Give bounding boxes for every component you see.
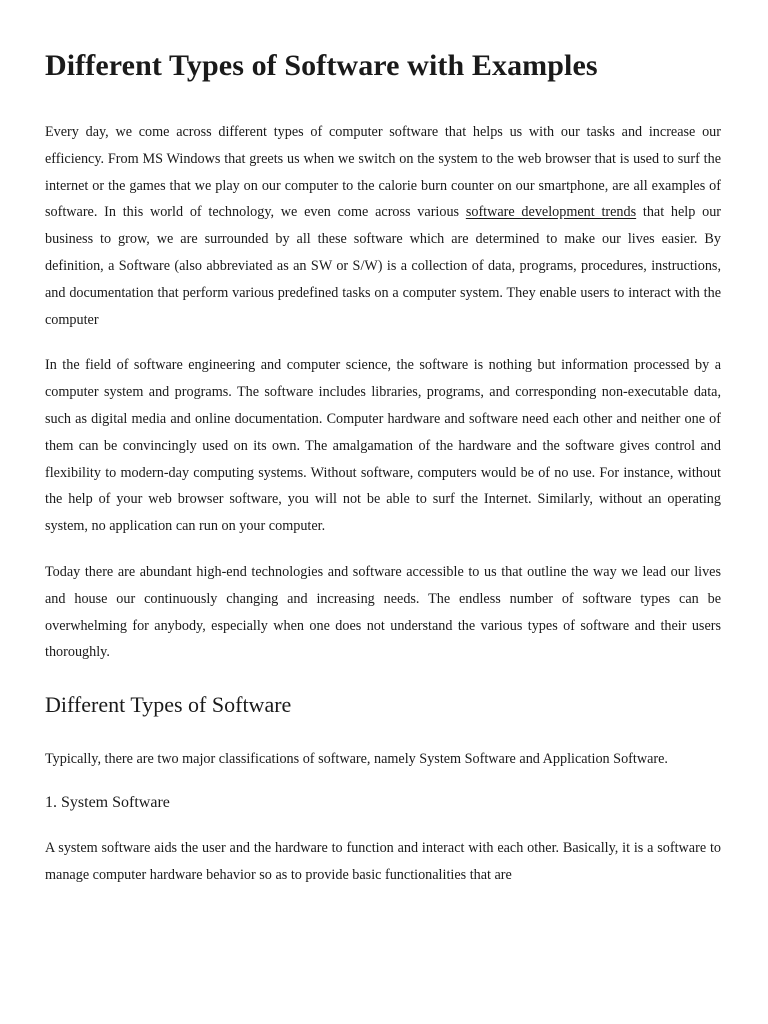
intro-text-end: that help our business to grow, we are surrounded by all these software which are determined to make our lives easier. By definition, a Software (also abbreviated as an SW or S/W) is a collection of data, programs, procedures, instructions, and documentation that perform various predefined tasks on a computer system. They enable users to interact with the computer <box>45 204 722 328</box>
classification-paragraph: Typically, there are two major classifications of software, namely System Software and Application Software. <box>45 751 668 768</box>
intro-text-start: Every day, we come across different types of computer software that helps us with our tasks and increase our efficiency. From MS Windows that greets us when we switch on the system to the web browser that is used to surf the internet or the games that we play on our computer to the calorie burn counter on our smartphone, are all examples of software. In this world of technology, we even come across various <box>45 124 721 221</box>
article <box>45 0 721 889</box>
system-software-paragraph: A system software aids the user and the hardware to function and interact with each other. Basically, it is a software to manage computer hardware behavior so as to provide basic functionalities that are <box>45 839 721 883</box>
section-heading: Different Types of Software <box>45 692 292 718</box>
subsection-heading: 1. System Software <box>45 793 170 811</box>
article-title: Different Types of Software with Examples <box>45 49 598 82</box>
software-development-trends-link[interactable]: software development trends <box>465 204 637 221</box>
definition-paragraph: In the field of software engineering and computer science, the software is nothing but information processed by a computer system and programs. The software includes libraries, programs, and corresponding non-executable data, such as digital media and online documentation. Computer hardware and software need each other and neither one of them can be convincingly used on its own. The amalgamation of the hardware and the software gives control and flexibility to modern-day computing systems. Without software, computers would be of no use. For instance, without the help of your web browser software, you will not be able to surf the Internet. Similarly, without an operating system, no application can run on your computer. <box>45 357 721 535</box>
intro-paragraph <box>45 119 721 333</box>
technologies-paragraph: Today there are abundant high-end technologies and software accessible to us that outline the way we lead our lives and house our continuously changing and increasing needs. The endless number of software types can be overwhelming for anybody, especially when one does not understand the various types of software and their users thoroughly. <box>45 563 721 661</box>
